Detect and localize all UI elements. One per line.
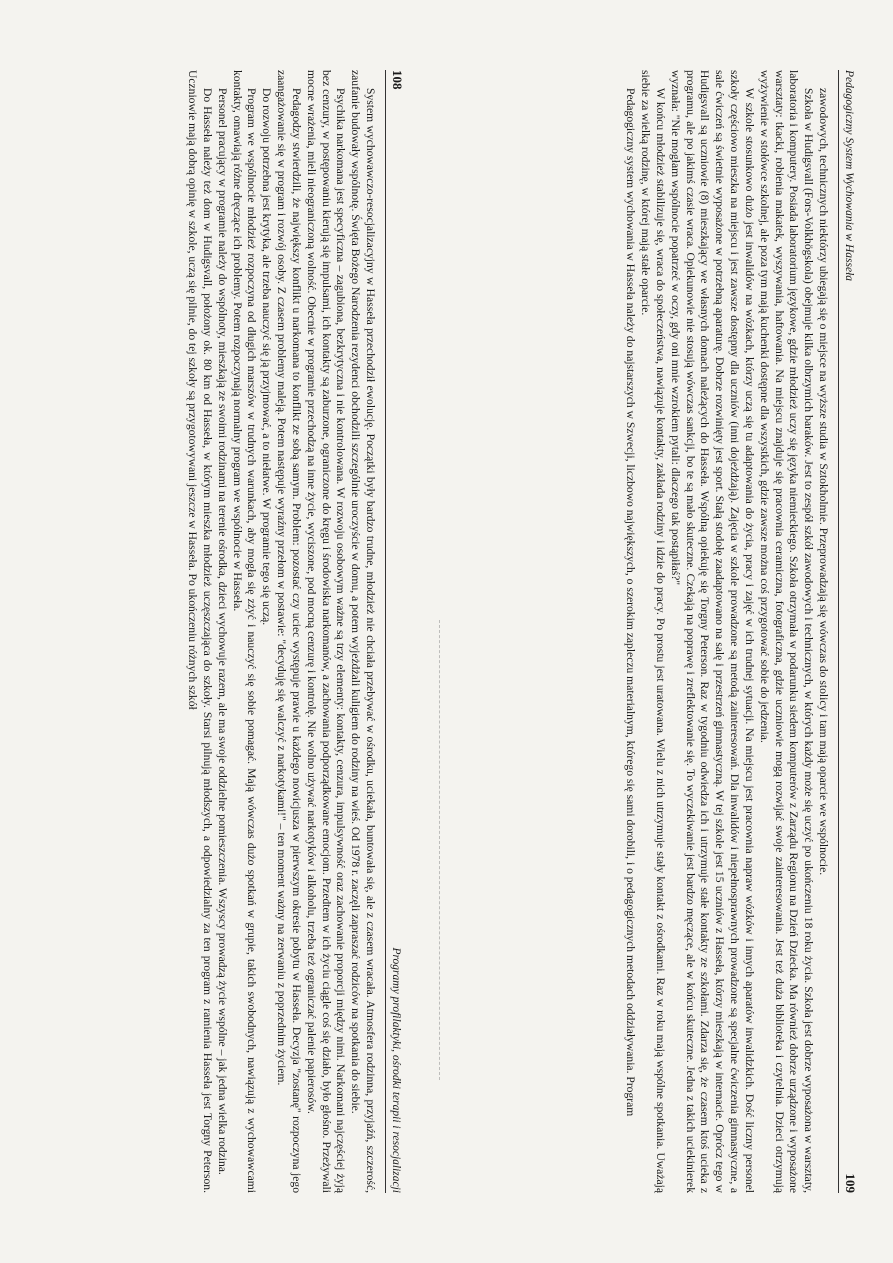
right-running-title: Pedagogiczny System Wychowania w Hasseła (843, 70, 855, 282)
left-page (0, 0, 440, 1263)
paragraph: Do Hasseła należy też dom w Hudigsvall, położony ok. 80 km od Hasseła, w którym mieszka młodzież uczęszczająca do szkoły. Starsi pilnują młodszych, a odpowiedzialny za ten program z ramienia Hasseła jest Torgny Peterson. Uczniowie mają dobrą opinię w szkole, uczą się pilnie, do tej szkoły są przygotowywani jeszcze w Hasseła. Po ukończeniu różnych szkół (186, 70, 214, 1193)
paragraph: Do rozwoju potrzebna jest krytyka, ale trzeba nauczyć się ją przyjmować, a to niełatwe. W programie tego się uczą. (260, 88, 274, 626)
paragraph: System wychowawczo-resocjalizacyjny w Hasseła przechodził ewolucję. Początki były bardzo trudne, młodzież nie chciała przebywać w ośrodku, uciekała, buntowała się, ale z czasem wracała. Atmosfera rodzinna, przyjaźń, szczerość, zaufanie budowały wspólnotę. Święta Bożego Narodzenia rezydenci obchodzili szczególnie uroczyście w domu, a potem wyjeżdżali kuligiem do rodziny na wieś. Od 1978 r. zaczęli zapraszać rodziców na spotkania do siebie. (349, 70, 377, 1193)
paragraph: Pedagodzy stwierdzili, że największy konflikt u narkomana to konflikt ze sobą samym. Problem: pozostać czy uciec występuje prawie u każdego nowicjusza w pierwszym okresie pobytu w Hasseła. Decyzja "zostanę" rozpoczyna jego zaangażowanie się w program i rozwój osoby. Z czasem problemy maleją. Potem następuje wyraźny przełom w postawie: "decyduję się walczyć z narkotykami!" – ten moment ważny na zerwaniu z poprzednim życiem. (275, 70, 303, 1193)
right-page-number: 109 (843, 1173, 858, 1193)
paragraph: zawodowych, technicznych niektórzy ubiegają się o miejsce na wyższe studia w Sztokholmie. Przeprowadzają się wówczas do stolicy i tam mają oparcie we wspólnocie. (817, 88, 830, 876)
paragraph: Program we wspólnocie młodzież rozpoczyna od długich marszów w trudnych warunkach, aby mogła się zżyć i nauczyć się sobie pomagać. Mają wówczas dużo spotkań w grupie, takich swobodnych, nawiązują z wychowawcami kontakty, omawiają różne dręczące ich problemy. Potem rozpoczynają normalny program we wspólnocie w Hasseła. (230, 70, 259, 1193)
right-page-header (838, 70, 858, 1193)
left-running-title: Programy profilaktyki, ośrodki terapii i resocjalizacji (390, 947, 402, 1193)
left-page-number: 108 (390, 70, 405, 90)
right-page (453, 0, 893, 1263)
left-page-body (184, 70, 377, 1193)
left-page-header (385, 70, 405, 1193)
paragraph: Szkoła w Hudigsvall (Fors-Volkhögskola) obejmuje kilka olbrzymich baraków. Jest to zespół szkół zawodowych i technicznych, w których każdy może się uczyć po ukończeniu 18 roku życia. Szkoła jest dobrze wyposażona w warsztaty, laboratoria i komputery. Posiada laboratorium językowe, gdzie młodzież uczy się języka niemieckiego. Szkoła otrzymała w podarunku siedem komputerów z Zarządu Regionu na Dzień Dziecka. Ma również dobrze urządzone i wyposażone warsztaty: tkacki, robienia makatek, wyszywania, haftowania. Na miejscu znajduje się pracownia ceramiczna, fotograficzna, gdzie uczniowie mogą rozwijać swoje zainteresowania. Jest też duża biblioteka i czytelnia. Dzieci otrzymują wyżywienie w stołówce szkolnej, ale poza tym mają kuchenki dostępne dla wszystkich, gdzie zawsze można coś przygotować sobie do jedzenia. (757, 70, 816, 1193)
paragraph: Psychika narkomana jest specyficzna – zagubiona, bezkrytyczna i nie kontrolowana. W rozwoju osobowym ważne są trzy elementy: kontakty, cenzura, impulsywność oraz zachowanie proporcji między nimi. Narkomani najczęściej żyją bez cenzury, w postępowaniu kierują się impulsami, ich kontakty są zaburzone, ograniczone do kręgu i środowiska narkomanów, a zachowania podporządkowane emocjom. Przedtem w ich życiu ciągle coś się działo, było głośno. Przeżywali mocne wrażenia, mieli nieograniczoną wolność. Obecnie w programie przechodzą na inne życie, wyciszone, pod mocną cenzurę i kontrolę. Nie wolno używać narkotyków i alkoholu, trzeba też ograniczać palenie papierosów. (304, 70, 348, 1193)
right-page-body (622, 70, 830, 1193)
paragraph: W końcu młodzież stabilizuje się, wraca do społeczeństwa, nawiązuje kontakty, zakłada rodziny i idzie do pracy. Po prostu jest uratowana. Wielu z nich utrzymuje stały kontakt z ośrodkami. Raz w roku mają wspólne spotkania. Uważają siebie za wielką rodzinę, w której mają stałe oparcie. (639, 70, 667, 1193)
paragraph: W szkole stosunkowo dużo jest inwalidów na wózkach, którzy uczą się tu adaptowania do życia, pracy i zajęć w ich trudnej sytuacji. Na miejscu jest pracownia napraw wózków i innych aparatów inwalidzkich. Dość liczny personel szkoły częściowo mieszka na miejscu i jest zawsze dostępny dla uczniów (inni dojeżdżają). Zajęcia w szkole prowadzone są metodą zainteresowań. Dla inwalidów i niepełnosprawnych prowadzone są specjalne ćwiczenia gimnastyczne, a sale ćwiczeń są świetnie wyposażone w potrzebną aparaturę. Dobrze rozwinięty jest sport. Stałą stodołę zaadaptowano na salę i przestrzeń gimnastyczną. W tej szkole jest 15 uczniów z Hasseła, którzy mieszkają w internacie. Oprócz tego w Hudigsvall są uczniowie (8) mieszkający we własnych domach należących do Hasseła. Wspólną opiekuję się Torgny Peterson. Raz w tygodniu odwiedza ich i utrzymuje stałe kontakty ze szkołami. Zdarza się, że czasem ktoś ucieka z programu, ale po jakimś czasie wraca. Opiekunowie nie stosują wówczas sankcji, bo te są mało skuteczne. Czekają na poprawę i zreflektowanie się. To wyczekiwanie jest bardzo męczące, ale w końcu skuteczne. Jedna z takich uciekinierek wyznała: "Nie mogłam wspólnocie popatrzeć w oczy, gdy oni mnie wzrokiem pytali: dlaczego tak postąpiłaś?" (668, 70, 756, 1193)
paragraph: Personel pracujący w programie należy do wspólnoty, mieszkają ze swoimi rodzinami na terenie ośrodka, dzieci wychowuje razem, ale ma swoje oddzielne pomieszczenia. Wszyscy prowadzą życie wspólne – jak jedna wielka rodzina. (215, 88, 229, 1175)
paragraph: Pedagogiczny system wychowania w Hasseła należy do najstarszych w Szwecji, liczbowo największych, o szerokim zapleczu materialnym, którego się sami dorobili, i o pedagogicznych metodach oddziaływania. Program (624, 88, 638, 1117)
